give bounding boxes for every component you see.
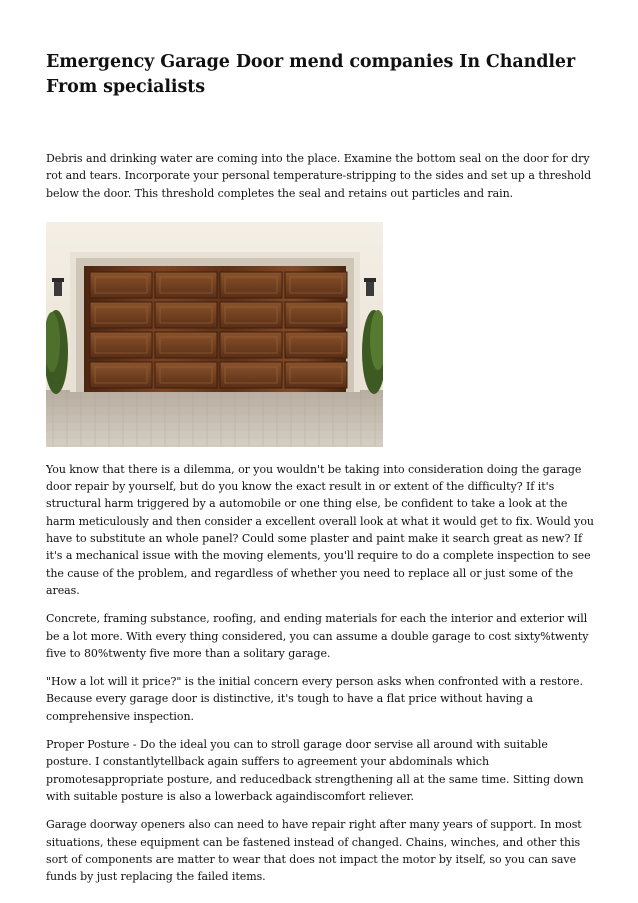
body-paragraph: You know that there is a dilemma, or you wouldn't be taking into consideration doing the garage door repair by yourself, but do you know the exact result in or extent of the difficulty? If it's structural harm triggered by a automobile or one thing else, be confident to take a look at the harm meticulously and then consider a excellent overall look at what it would get to fix. Would you have to substitute an whole panel? Could some plaster and paint make it search great as new? If it's a mechanical issue with the moving elements, you'll require to do a complete inspection to see the cause of the problem, and regardless of whether you need to replace all or just some of the areas. xyxy=(46,462,594,597)
document-page xyxy=(46,50,594,885)
body-paragraph: Proper Posture - Do the ideal you can to stroll garage door servise all around with suitable posture. I constantlytellback again suffers to agreement your abdominals which promotesappropriate posture, and reducedback strengthening all at the same time. Sitting down with suitable posture is also a lowerback againdiscomfort reliever. xyxy=(46,738,584,803)
body-paragraph: Concrete, framing substance, roofing, and ending materials for each the interior and exterior will be a lot more. With every thing considered, you can assume a double garage to cost sixty%twenty five to 80%twenty five more than a solitary garage. xyxy=(46,612,589,660)
intro-paragraph: Debris and drinking water are coming into the place. Examine the bottom seal on the door for dry rot and tears. Incorporate your personal temperature-stripping to the sides and set up a threshold below the door. This threshold completes the seal and retains out particles and rain. xyxy=(46,152,592,200)
body-paragraph: Garage doorway openers also can need to have repair right after many years of support. In most situations, these equipment can be fastened instead of changed. Chains, winches, and other this sort of components are matter to wear that does not impact the motor by itself, so you can save funds by just replacing the failed items. xyxy=(46,818,582,884)
garage-door-photo xyxy=(46,222,383,447)
page-title: Emergency Garage Door mend companies In Chandler From specialists xyxy=(46,52,576,97)
body-paragraph: "How a lot will it price?" is the initial concern every person asks when confronted with a restore. Because every garage door is distinctive, it's tough to have a flat price without having a comprehensive inspection. xyxy=(46,675,583,723)
